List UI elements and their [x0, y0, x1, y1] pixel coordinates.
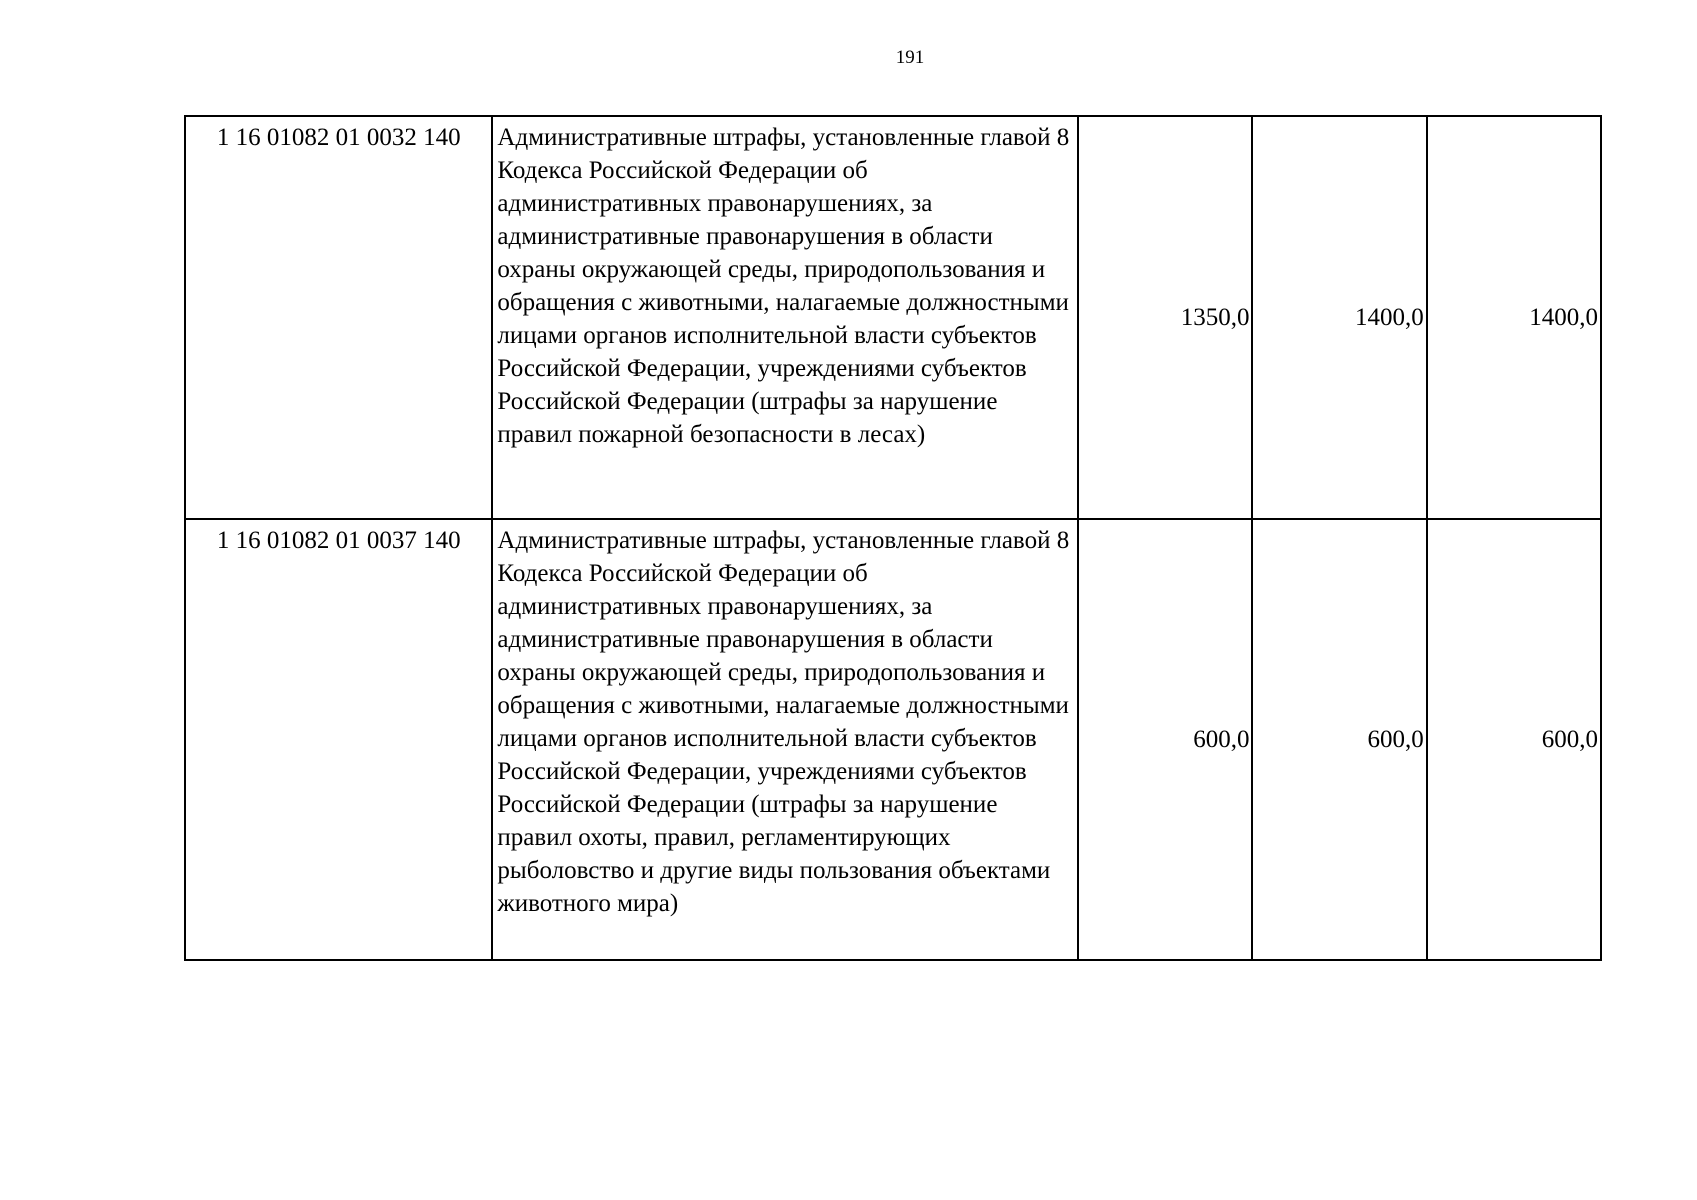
page-number: 191 — [895, 47, 925, 68]
budget-code-cell: 1 16 01082 01 0032 140 — [185, 116, 492, 519]
table-row — [185, 519, 1601, 960]
value-cell-3: 1400,0 — [1427, 116, 1601, 519]
budget-code-cell: 1 16 01082 01 0037 140 — [185, 519, 492, 960]
value-cell-3: 600,0 — [1427, 519, 1601, 960]
value-cell-1: 1350,0 — [1078, 116, 1252, 519]
budget-table — [184, 115, 1602, 961]
description-cell: Административные штрафы, установленные главой 8 Кодекса Российской Федерации об административных правонарушениях, за административные правонарушения в области охраны окружающей среды, природопользования и обращения с животными, налагаемые должностными лицами органов исполнительной власти субъектов Российской Федерации, учреждениями субъектов Российской Федерации (штрафы за нарушение правил пожарной безопасности в лесах) — [492, 116, 1078, 519]
description-cell: Административные штрафы, установленные главой 8 Кодекса Российской Федерации об административных правонарушениях, за административные правонарушения в области охраны окружающей среды, природопользования и обращения с животными, налагаемые должностными лицами органов исполнительной власти субъектов Российской Федерации, учреждениями субъектов Российской Федерации (штрафы за нарушение правил охоты, правил, регламентирующих рыболовство и другие виды пользования объектами животного мира) — [492, 519, 1078, 960]
value-cell-1: 600,0 — [1078, 519, 1252, 960]
table-row — [185, 116, 1601, 519]
value-cell-2: 1400,0 — [1252, 116, 1426, 519]
value-cell-2: 600,0 — [1252, 519, 1426, 960]
